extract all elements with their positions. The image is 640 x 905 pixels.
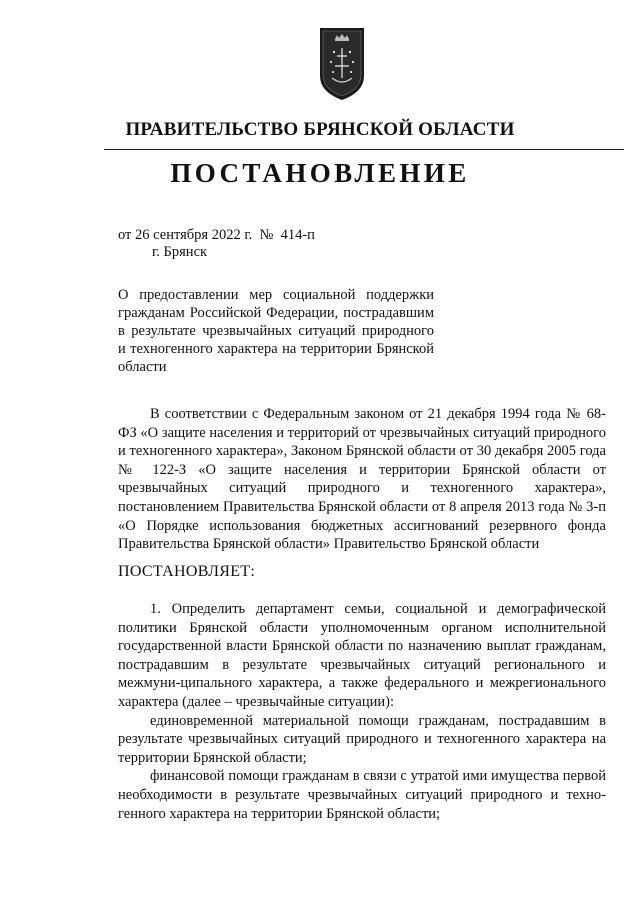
government-title: ПРАВИТЕЛЬСТВО БРЯНСКОЙ ОБЛАСТИ <box>125 119 515 140</box>
document-type-title: ПОСТАНОВЛЕНИЕ <box>170 158 470 188</box>
subject-text: О предоставлении мер социальной поддержки гражданам Российской Федерации, пострадавшим в результате чрезвычайных ситуаций природного и техногенного характера на территории Брянской области <box>118 287 434 375</box>
decree-word: ПОСТАНОВЛЯЕТ: <box>118 563 256 580</box>
date-and-number: от 26 сентября 2022 г. № 414-п <box>118 227 315 243</box>
clause-1-text: 1. Определить департамент семьи, социальной и демографической политики Брянской области уполномоченным органом исполнительной государственной власти Брянской области по назначению выплат гражданам, пострадавшим в результате чрезвычайных ситуаций регионального и межмуни-ципального характера, а также федерального и межрегионального характера (далее – чрезвычайные ситуации): <box>118 601 606 710</box>
clause-1-item-2: финансовой помощи гражданам в связи с утратой ими имущества первой необходимости в результате чрезвычайных ситуаций природного и техно-генного характера на территории Брянской области; <box>118 768 606 822</box>
header-divider <box>104 149 624 150</box>
document-subject <box>118 286 434 376</box>
preamble-text: В соответствии с Федеральным законом от 21 декабря 1994 года № 68-ФЗ «О защите населения и территорий от чрезвычайных ситуаций природного и техногенного характера», Законом Брянской области от 30 декабря 2005 года № 122-З «О защите населения и территории Брянской области от чрезвычайных ситуаций природного и техногенного характера», постановлением Правительства Брянской области от 8 апреля 2013 года № 3-п «О Порядке использования бюджетных ассигнований резервного фонда Правительства Брянской области» Правительство Брянской области <box>118 406 606 553</box>
clause-1 <box>118 600 606 823</box>
preamble <box>118 405 606 554</box>
clause-1-item-1: единовременной материальной помощи гражданам, пострадавшим в результате чрезвычайных ситуаций природного и техногенного характера на территории Брянской области; <box>118 712 606 766</box>
bryansk-coat-of-arms-icon <box>318 26 366 102</box>
city: г. Брянск <box>152 244 208 260</box>
